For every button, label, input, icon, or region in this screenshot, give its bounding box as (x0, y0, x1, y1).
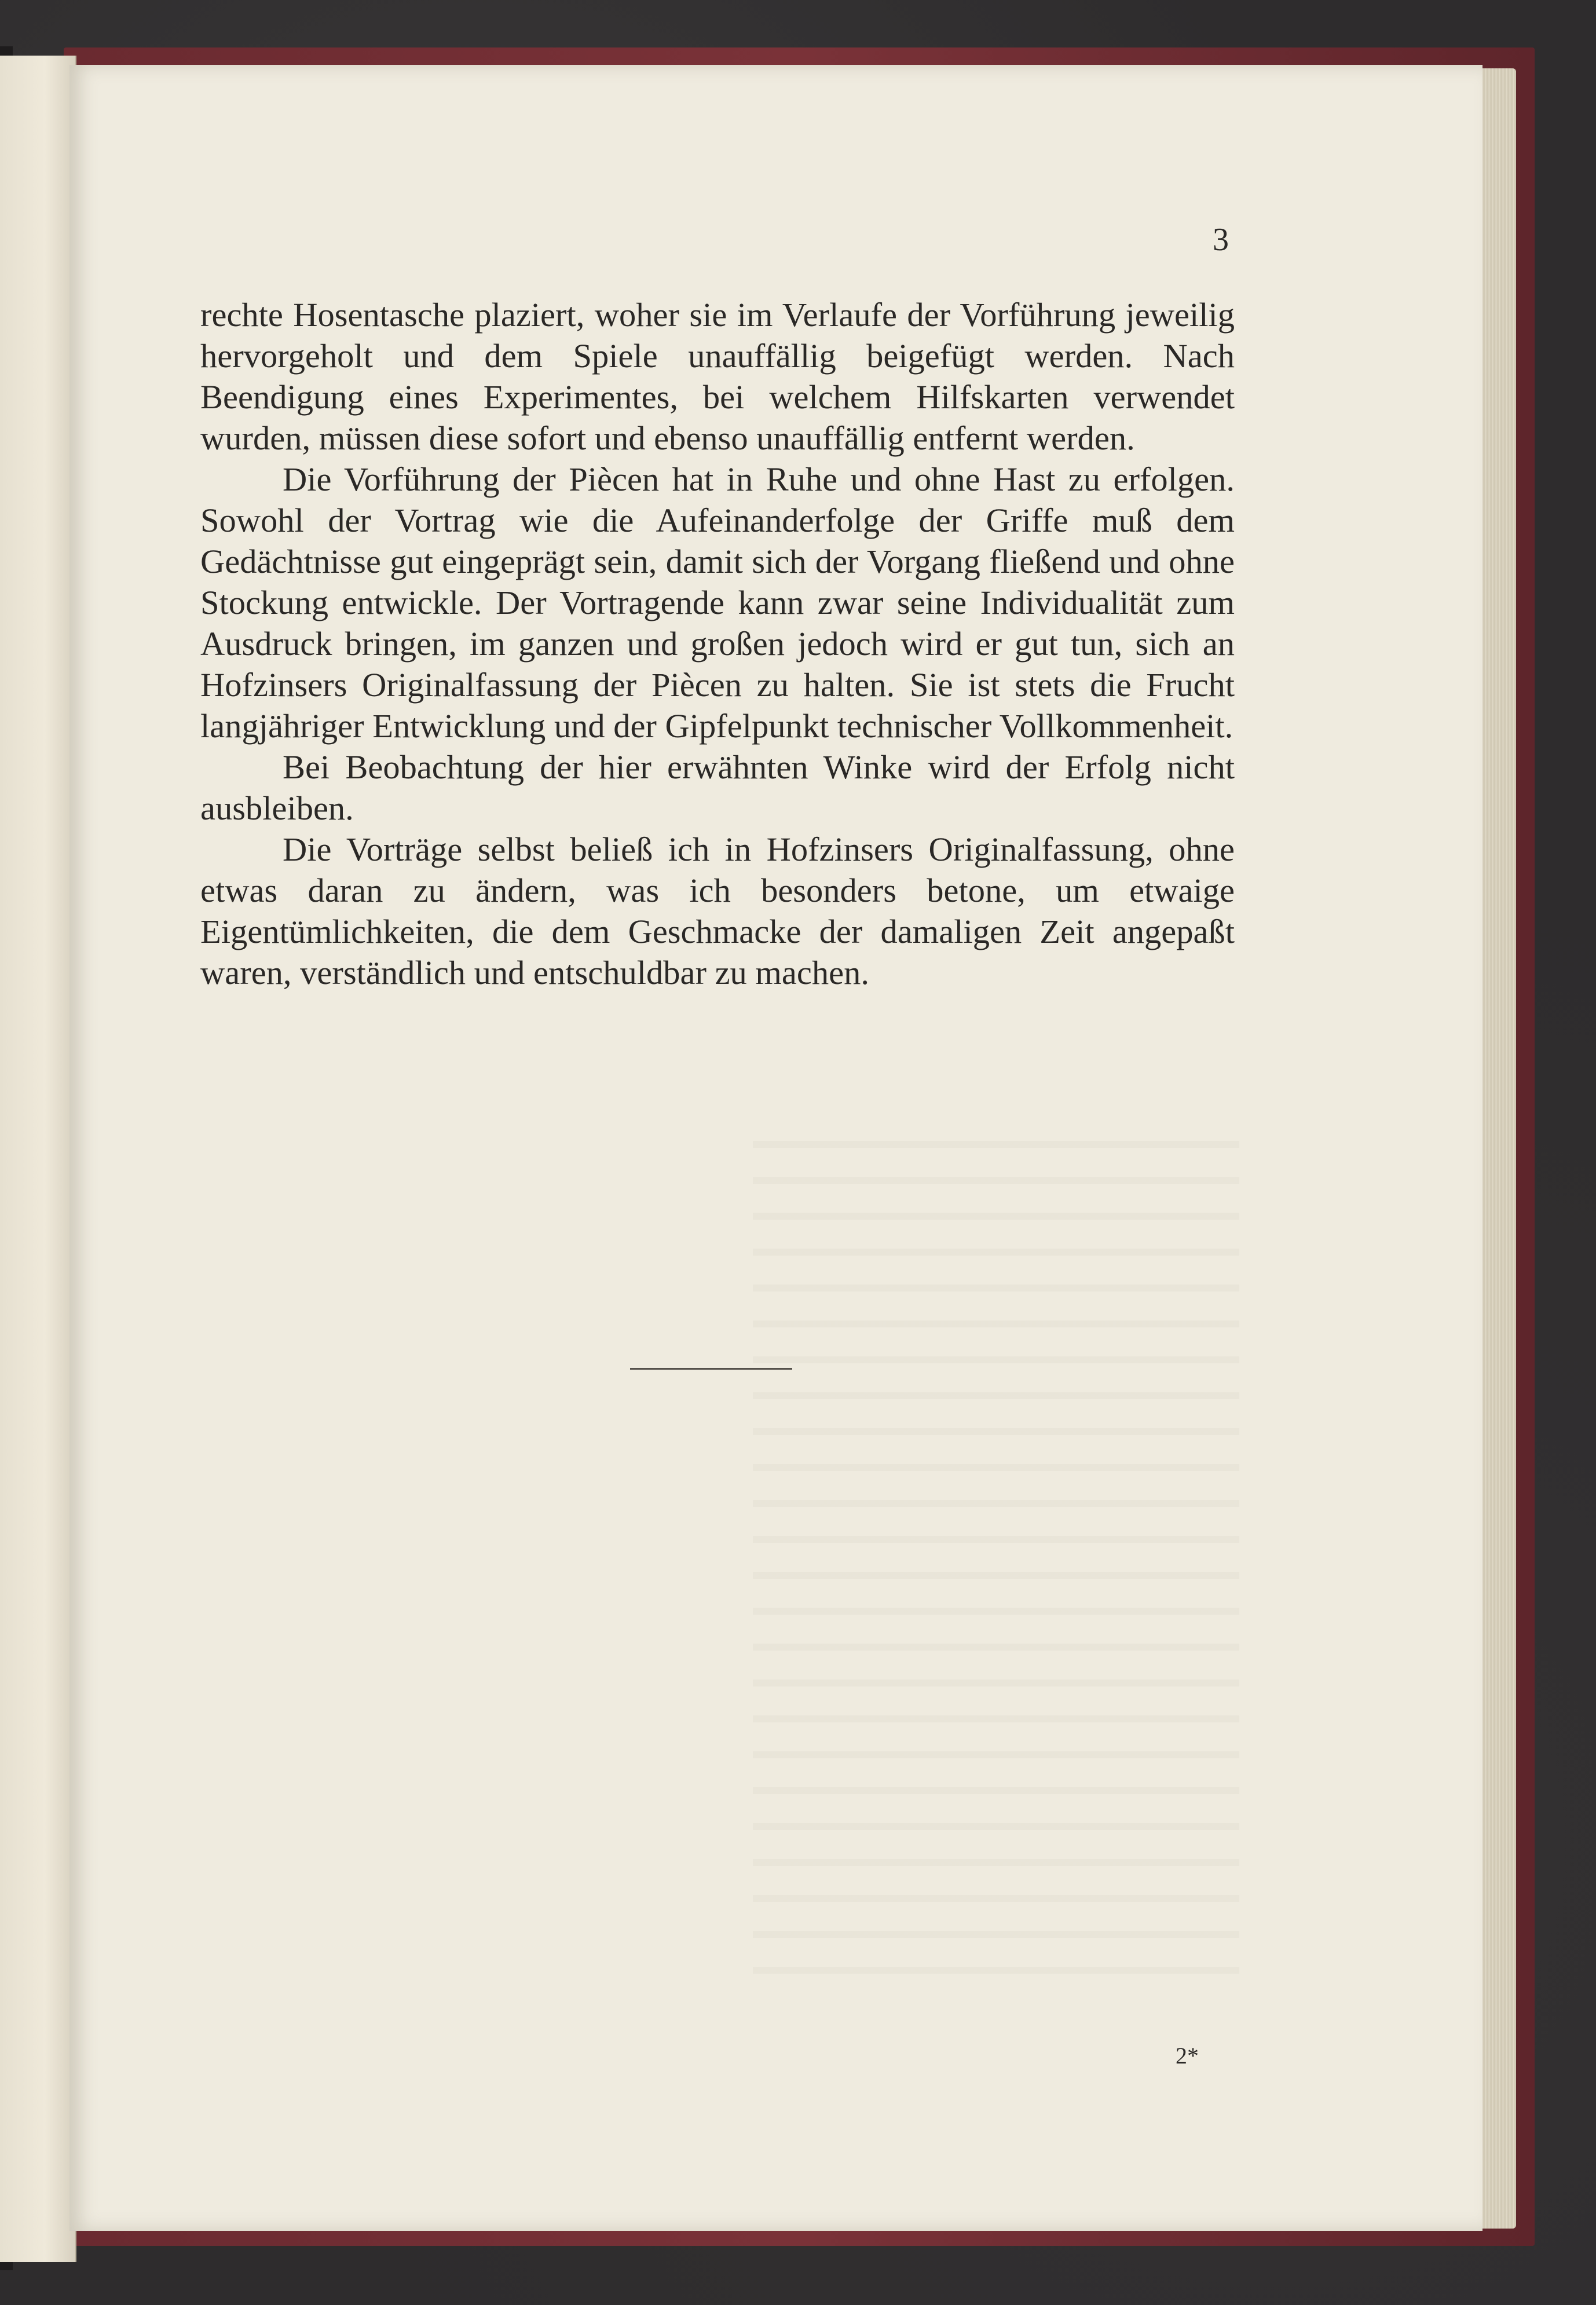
page-number: 3 (1213, 222, 1229, 258)
paragraph: rechte Hosentasche plaziert, woher sie im Verlaufe der Vorführung jeweilig hervorgeholt und dem Spiele unauffällig beigefügt werden. Nach Beendigung eines Experimentes, bei welchem Hilfskarten verwendet wurden, müssen diese sofort und ebenso unauffällig entfernt werden. (200, 296, 1235, 457)
paragraph: Die Vorträge selbst beließ ich in Hofzinsers Originalfassung, ohne etwas daran zu ändern, was ich besonders betone, um etwaige Eigentümlichkeiten, die dem Geschmacke der damaligen Zeit angepaßt waren, verständlich und entschuldbar zu machen. (200, 830, 1235, 991)
paragraph: Die Vorführung der Piècen hat in Ruhe und ohne Hast zu erfolgen. Sowohl der Vortrag wie die Aufeinanderfolge der Griffe muß dem Gedächtnisse gut eingeprägt sein, damit sich der Vorgang fließend und ohne Stockung entwickle. Der Vortragende kann zwar seine Individualität zum Ausdruck bringen, im ganzen und großen jedoch wird er gut tun, sich an Hofzinsers Originalfassung der Piècen zu halten. Sie ist stets die Frucht langjähriger Entwicklung und der Gipfelpunkt technischer Vollkommenheit. (200, 460, 1235, 745)
body-text (200, 294, 1235, 993)
signature-mark: 2* (1176, 2043, 1199, 2069)
paragraph: Bei Beobachtung der hier erwähnten Winke wird der Erfolg nicht ausbleiben. (200, 748, 1235, 827)
section-rule (630, 1368, 792, 1370)
show-through (753, 1112, 1239, 1981)
left-page-sliver (0, 56, 76, 2262)
